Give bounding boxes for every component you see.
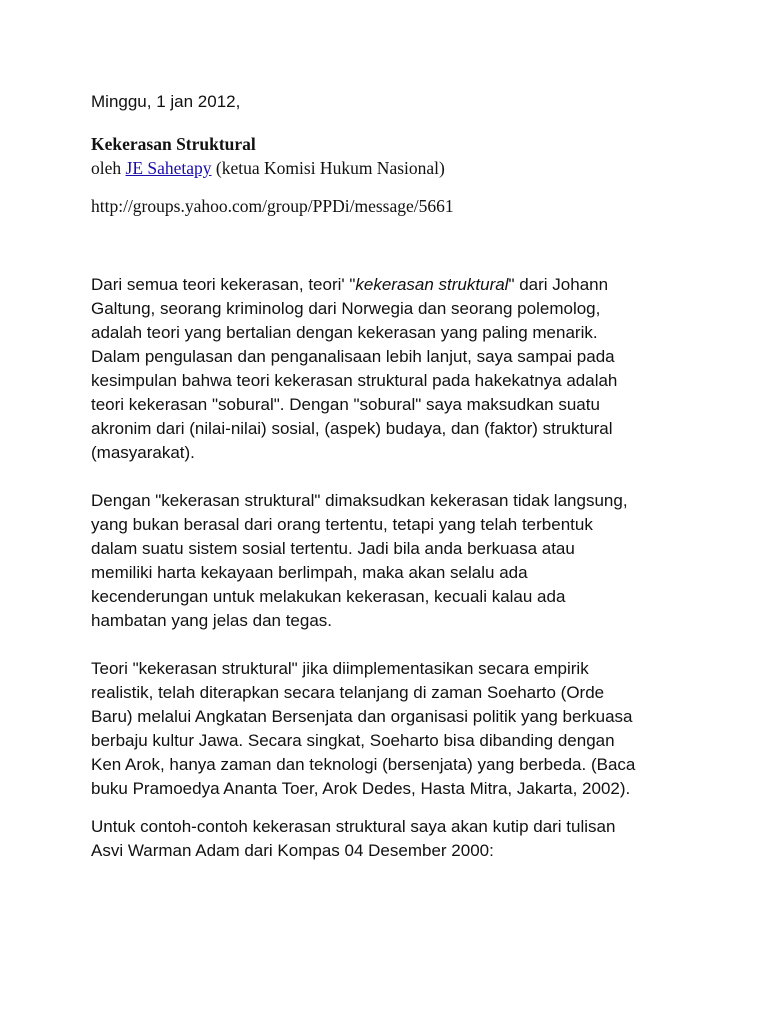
paragraph-line: (masyarakat).: [91, 443, 195, 462]
paragraph-line: Untuk contoh-contoh kekerasan struktural saya akan kutip dari tulisan: [91, 817, 616, 836]
paragraph-4: [91, 815, 731, 863]
paragraph-line: Dalam pengulasan dan penganalisaan lebih lanjut, saya sampai pada: [91, 347, 615, 366]
author-link[interactable]: JE Sahetapy: [125, 158, 212, 178]
paragraph-line: Ken Arok, hanya zaman dan teknologi (bersenjata) yang berbeda. (Baca: [91, 755, 636, 774]
line-text: Dari semua teori kekerasan, teori' ": [91, 275, 356, 294]
paragraph-line: kesimpulan bahwa teori kekerasan struktural pada hakekatnya adalah: [91, 371, 618, 390]
byline: [91, 156, 731, 180]
source-url: http://groups.yahoo.com/group/PPDi/message/5661: [91, 196, 454, 216]
paragraph-line: Galtung, seorang kriminolog dari Norwegia dan seorang polemolog,: [91, 299, 601, 318]
paragraph-line: teori kekerasan "sobural". Dengan "sobural" saya maksudkan suatu: [91, 395, 600, 414]
article-title: Kekerasan Struktural: [91, 134, 256, 154]
paragraph-line: dalam suatu sistem sosial tertentu. Jadi bila anda berkuasa atau: [91, 539, 575, 558]
paragraph-line: realistik, telah diterapkan secara telanjang di zaman Soeharto (Orde: [91, 683, 605, 702]
paragraph-line: memiliki harta kekayaan berlimpah, maka akan selalu ada: [91, 563, 528, 582]
byline-suffix: (ketua Komisi Hukum Nasional): [211, 158, 445, 178]
paragraph-line: akronim dari (nilai-nilai) sosial, (aspek) budaya, dan (faktor) struktural: [91, 419, 613, 438]
paragraph-line: Asvi Warman Adam dari Kompas 04 Desember 2000:: [91, 841, 494, 860]
italic-term: kekerasan struktural: [355, 275, 509, 294]
paragraph-line: adalah teori yang bertalian dengan kekerasan yang paling menarik.: [91, 323, 598, 342]
paragraph-3: [91, 657, 731, 801]
paragraph-line: buku Pramoedya Ananta Toer, Arok Dedes, Hasta Mitra, Jakarta, 2002).: [91, 779, 631, 798]
paragraph-line: Teori "kekerasan struktural" jika diimplementasikan secara empirik: [91, 659, 589, 678]
date-line: Minggu, 1 jan 2012,: [91, 92, 241, 111]
title-block: [91, 132, 731, 218]
paragraph-line: yang bukan berasal dari orang tertentu, tetapi yang telah terbentuk: [91, 515, 593, 534]
paragraph-1: [91, 273, 731, 465]
paragraph-line: Dengan "kekerasan struktural" dimaksudkan kekerasan tidak langsung,: [91, 491, 628, 510]
paragraph-line: [91, 273, 731, 297]
paragraph-line: berbaju kultur Jawa. Secara singkat, Soeharto bisa dibanding dengan: [91, 731, 615, 750]
paragraph-2: [91, 489, 731, 633]
paragraph-line: Baru) melalui Angkatan Bersenjata dan organisasi politik yang berkuasa: [91, 707, 633, 726]
document-page: [91, 88, 731, 863]
line-text: " dari Johann: [508, 275, 609, 294]
paragraph-line: hambatan yang jelas dan tegas.: [91, 611, 333, 630]
paragraph-line: kecenderungan untuk melakukan kekerasan, kecuali kalau ada: [91, 587, 566, 606]
byline-prefix: oleh: [91, 158, 126, 178]
